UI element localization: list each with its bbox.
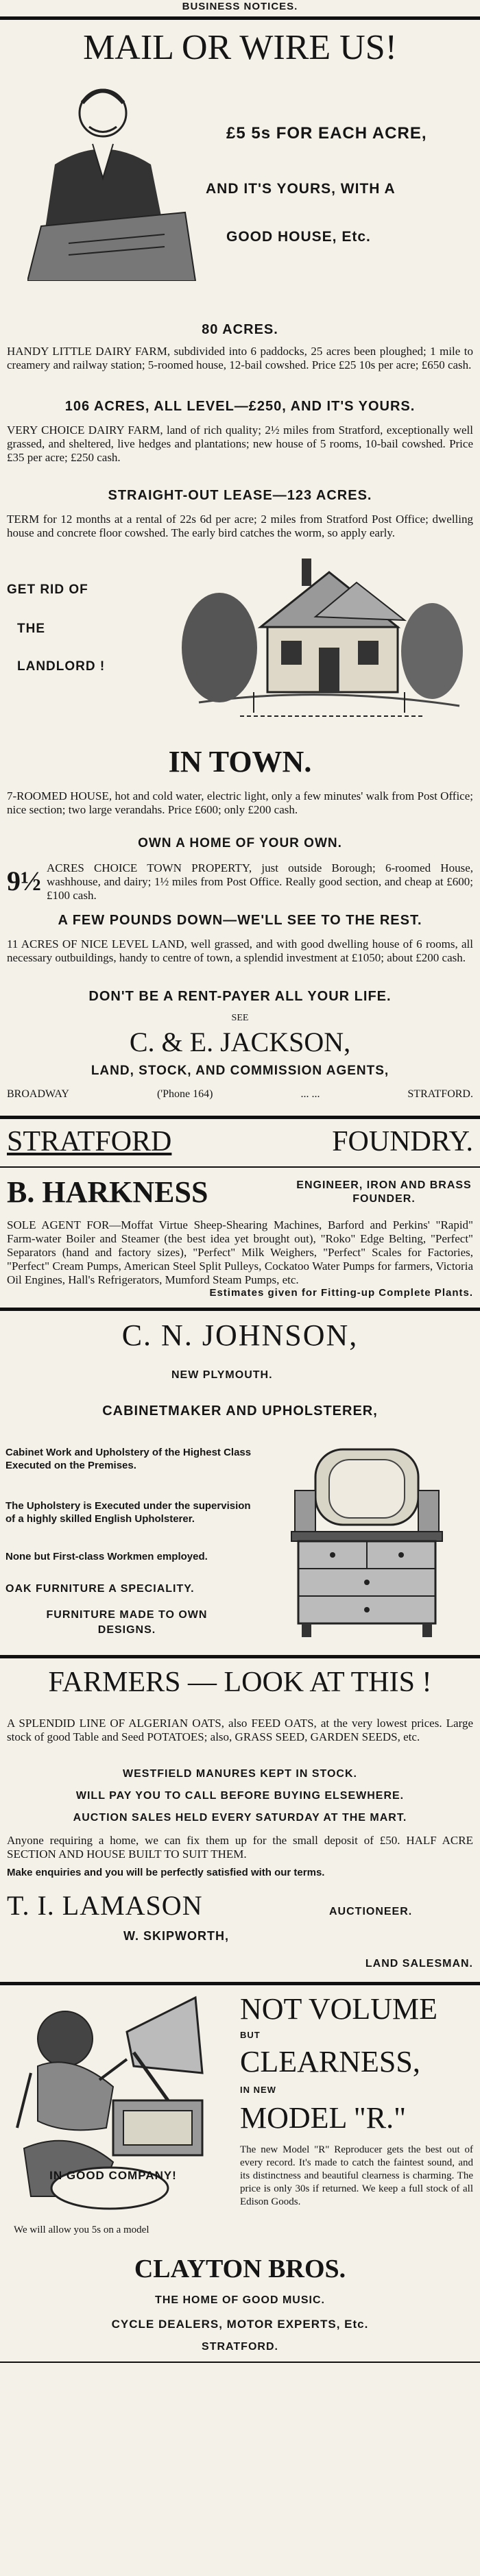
illustration-phonograph [10,1991,209,2217]
jackson-dont: DON'T BE A RENT-PAYER ALL YOUR LIFE. [88,989,392,1004]
jackson-dots: ... ... [300,1088,320,1100]
jackson-price: £5 5s FOR EACH ACRE, [226,124,427,143]
harkness-name: B. HARKNESS [7,1175,208,1209]
clayton-h1: NOT VOLUME [240,1992,438,2026]
clayton-name: CLAYTON BROS. [134,2255,346,2283]
jackson-address [0,1088,480,1101]
jackson-agents: LAND, STOCK, AND COMMISSION AGENTS, [91,1064,389,1078]
illustration-man-writing [27,75,199,281]
lamason-role: AUCTIONEER. [329,1906,413,1917]
jackson-phone: ('Phone 164) [156,1088,213,1100]
jackson-80-text: HANDY LITTLE DAIRY FARM, subdivided into 6 paddocks, 25 acres been ploughed; 1 mile to creamery and railway station; 5-roomed house, 12-bail cowshed. Price £25 10s per acre; £650 cash. [7,345,473,371]
illustration-farmhouse [178,545,466,730]
lamason-p1: A SPLENDID LINE OF ALGERIAN OATS, also FEED OATS, at the very lowest prices. Large stock of good Table and Seed POTATOES; also, GRASS SEED, GARDEN SEEDS, etc. [7,1717,473,1743]
johnson-p2: The Upholstery is Executed under the supervision of a highly skilled English Upholsterer. [5,1500,251,1525]
jackson-106-head: 106 ACRES, ALL LEVEL—£250, AND IT'S YOURS. [64,399,416,414]
harkness-trade: ENGINEER, IRON AND BRASS FOUNDER. [296,1179,472,1205]
clayton-h2: CLEARNESS, [240,2045,420,2078]
clayton-but: BUT [240,2030,261,2040]
illustration-dresser [288,1443,446,1641]
jackson-house: GOOD HOUSE, Etc. [226,229,371,245]
jackson-rid-1: GET RID OF [7,582,88,597]
divider-thin [0,1166,480,1168]
jackson-rid-2: THE [17,622,45,636]
lamason-name: T. I. LAMASON [7,1890,203,1921]
lamason-enquiries: Make enquiries and you will be perfectly satisfied with our terms. [7,1867,325,1878]
divider-rule [0,16,480,20]
jackson-few-text: 11 ACRES OF NICE LEVEL LAND, well grassed, and with good dwelling house of 6 rooms, all necessary outbuildings, handy to centre of town, a splendid investment at £1050; about £200 cash. [7,937,473,964]
jackson-acres-frac: 9½ [7,866,41,896]
clayton-h3: MODEL "R." [240,2101,407,2135]
jackson-town-text: 7-ROOMED HOUSE, hot and cold water, electric light, only a few minutes' walk from Post Office; nice section; two large verandahs. Price £600; only £200 cash. [7,789,473,816]
johnson-p1: Cabinet Work and Upholstery of the Highest Class Executed on the Premises. [5,1447,252,1471]
clayton-text: The new Model "R" Reproducer gets the best out of every record. It's made to catch the faintest sound, and its distinctness and beautiful clearness is charming. The price is only 30s if returned. We keep a full stock of all Edison Goods. [240,2144,473,2207]
jackson-firm: C. & E. JACKSON, [129,1027,351,1057]
jackson-few-head: A FEW POUNDS DOWN—WE'LL SEE TO THE REST. [58,913,422,928]
harkness-left: STRATFORD [7,1126,172,1157]
lamason-pay: WILL PAY YOU TO CALL BEFORE BUYING ELSEWHERE. [75,1790,405,1802]
lamason-partner: W. SKIPWORTH, [123,1929,229,1943]
divider-rule [0,1308,480,1311]
jackson-lease-text: TERM for 12 months at a rental of 22s 6d per acre; 2 miles from Stratford Post Office; dwelling house and concrete floor cowshed. The early bird catches the worm, so apply early. [7,513,473,539]
lamason-name-row [0,1888,480,1924]
jackson-town-head: IN TOWN. [168,745,312,778]
divider-rule [0,1982,480,1985]
lamason-p2: Anyone requiring a home, we can fix them up for the small deposit of £50. HALF ACRE SECTION AND HOUSE BUILT TO SUIT THEM. [7,1834,473,1861]
jackson-yours: AND IT'S YOURS, WITH A [206,181,396,197]
jackson-own-head: OWN A HOME OF YOUR OWN. [138,836,342,850]
clayton-town: STRATFORD. [202,2341,278,2353]
lamason-auction: AUCTION SALES HELD EVERY SATURDAY AT THE MART. [73,1812,407,1824]
jackson-headline: MAIL OR WIRE US! [83,28,397,67]
johnson-p5a: FURNITURE MADE TO OWN [46,1609,208,1621]
clayton-left-text: We will allow you 5s on a model [14,2224,149,2235]
harkness-banner [0,1124,480,1160]
divider-thin [0,2362,480,2363]
clayton-tagline: THE HOME OF GOOD MUSIC. [155,2294,325,2306]
johnson-name: C. N. JOHNSON, [121,1318,359,1352]
jackson-see: SEE [231,1013,249,1023]
johnson-place: NEW PLYMOUTH. [171,1369,273,1381]
johnson-p5b: DESIGNS. [97,1624,156,1636]
jackson-town: STRATFORD. [407,1088,473,1100]
jackson-acres-text: ACRES CHOICE TOWN PROPERTY, just outside Borough; 6-roomed House, washhouse, and dairy; 1½ miles from Post Office. Really good section, and cheap at £600; £100 cash. [47,861,473,902]
johnson-p3: None but First-class Workmen employed. [5,1551,208,1562]
harkness-right: FOUNDRY. [332,1126,473,1157]
clayton-stamp: IN GOOD COMPANY! [49,2169,177,2182]
jackson-street: BROADWAY [7,1088,69,1100]
harkness-estimates: Estimates given for Fitting-up Complete Plants. [209,1287,473,1299]
lamason-headline: FARMERS — LOOK AT THIS ! [48,1667,432,1698]
jackson-rid-3: LANDLORD ! [17,659,106,674]
divider-rule [0,1655,480,1658]
jackson-lease-head: STRAIGHT-OUT LEASE—123 ACRES. [108,488,372,503]
clayton-trade: CYCLE DEALERS, MOTOR EXPERTS, Etc. [111,2318,369,2331]
clayton-innew: IN NEW [240,2085,276,2095]
divider-rule [0,1116,480,1119]
jackson-106-text: VERY CHOICE DAIRY FARM, land of rich quality; 2½ miles from Stratford, exceptionally well grassed, and sheltered, live hedges and plantations; new house of 5 rooms, 10-bail cowshed. Price £35 per acre; £250 cash. [7,424,473,464]
section-masthead: BUSINESS NOTICES. [182,1,298,12]
harkness-text: SOLE AGENT FOR—Moffat Virtue Sheep-Shearing Machines, Barford and Perkins' "Rapid" Farm-water Boiler and Steamer (the best idea yet brought out), "Roko" Edge Belting, "Perfect" Separators (hand and factory sizes), "Perfect" Milk Weighers, "Perfect" Scales for Factories, "Perfect" Cream Pumps, American Steel Split Pulleys, Cockatoo Water Pumps for farmers, Victoria Oil Engines, Hall's Refrigerators, Mumford Steam Pumps, etc. [7,1218,473,1286]
johnson-p4: OAK FURNITURE A SPECIALITY. [5,1583,195,1595]
harkness-title-row [0,1173,480,1212]
johnson-trade: CABINETMAKER AND UPHOLSTERER, [102,1403,378,1419]
lamason-role2: LAND SALESMAN. [365,1958,473,1970]
jackson-acres-block [0,861,480,903]
jackson-80-head: 80 ACRES. [202,322,278,337]
lamason-manures: WESTFIELD MANURES KEPT IN STOCK. [123,1768,357,1780]
